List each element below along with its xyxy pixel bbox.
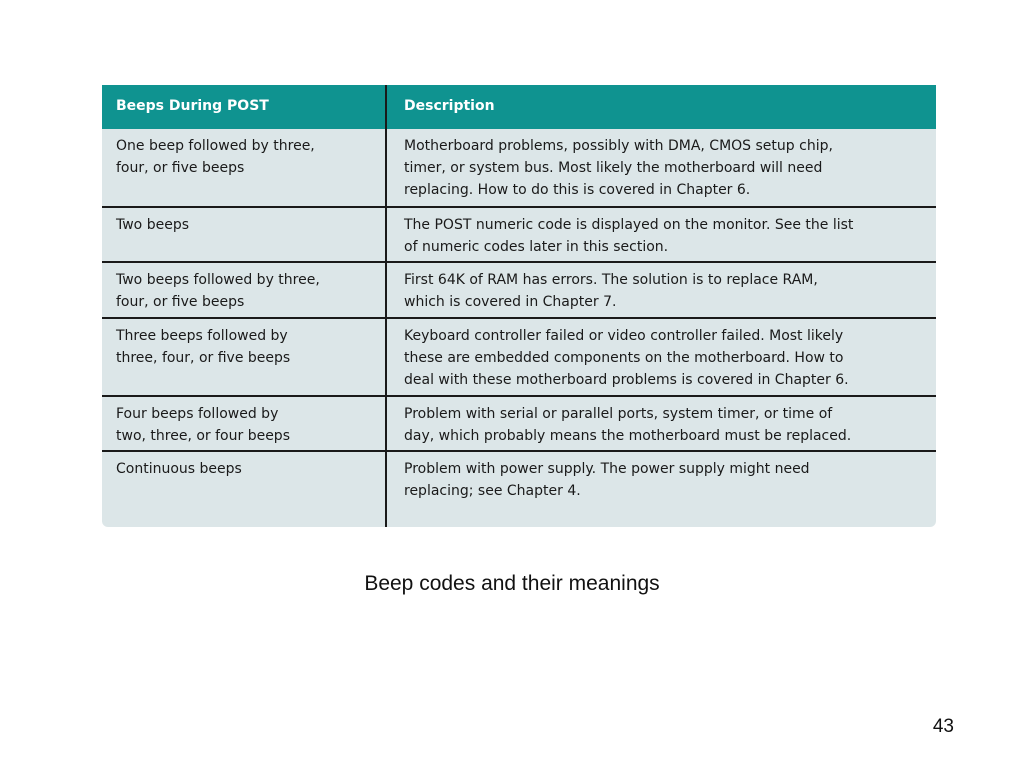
description-cell: Problem with power supply. The power supply might need replacing; see Chapter 4. — [404, 461, 810, 499]
description-cell: First 64K of RAM has errors. The solution is to replace RAM, which is covered in Chapter 7. — [404, 272, 818, 310]
header-description: Description — [404, 98, 495, 114]
beeps-cell: Two beeps followed by three, four, or five beeps — [116, 272, 320, 310]
table-row — [102, 208, 936, 261]
page-number: 43 — [932, 716, 954, 737]
header-beeps-during-post: Beeps During POST — [116, 98, 269, 114]
table-row — [102, 452, 936, 527]
beeps-cell: Two beeps — [116, 217, 189, 233]
column-divider — [385, 85, 387, 527]
table-row — [102, 263, 936, 317]
beeps-cell: One beep followed by three, four, or five beeps — [116, 138, 315, 176]
description-cell: Motherboard problems, possibly with DMA, CMOS setup chip, timer, or system bus. Most likely the motherboard will need replacing. How to do this is covered in Chapter 6. — [404, 138, 833, 198]
table-row — [102, 319, 936, 395]
beeps-cell: Four beeps followed by two, three, or four beeps — [116, 406, 290, 444]
beep-codes-table — [102, 85, 936, 527]
description-cell: The POST numeric code is displayed on the monitor. See the list of numeric codes later in this section. — [404, 217, 854, 255]
table-header-row — [102, 85, 936, 129]
table-row — [102, 129, 936, 207]
table-row — [102, 397, 936, 451]
beeps-cell: Three beeps followed by three, four, or five beeps — [116, 328, 291, 366]
table-caption: Beep codes and their meanings — [364, 572, 660, 595]
description-cell: Keyboard controller failed or video controller failed. Most likely these are embedded components on the motherboard. How to deal with these motherboard problems is covered in Chapter 6. — [404, 328, 849, 388]
description-cell: Problem with serial or parallel ports, system timer, or time of day, which probably means the motherboard must be replaced. — [404, 406, 852, 444]
beeps-cell: Continuous beeps — [116, 461, 242, 477]
